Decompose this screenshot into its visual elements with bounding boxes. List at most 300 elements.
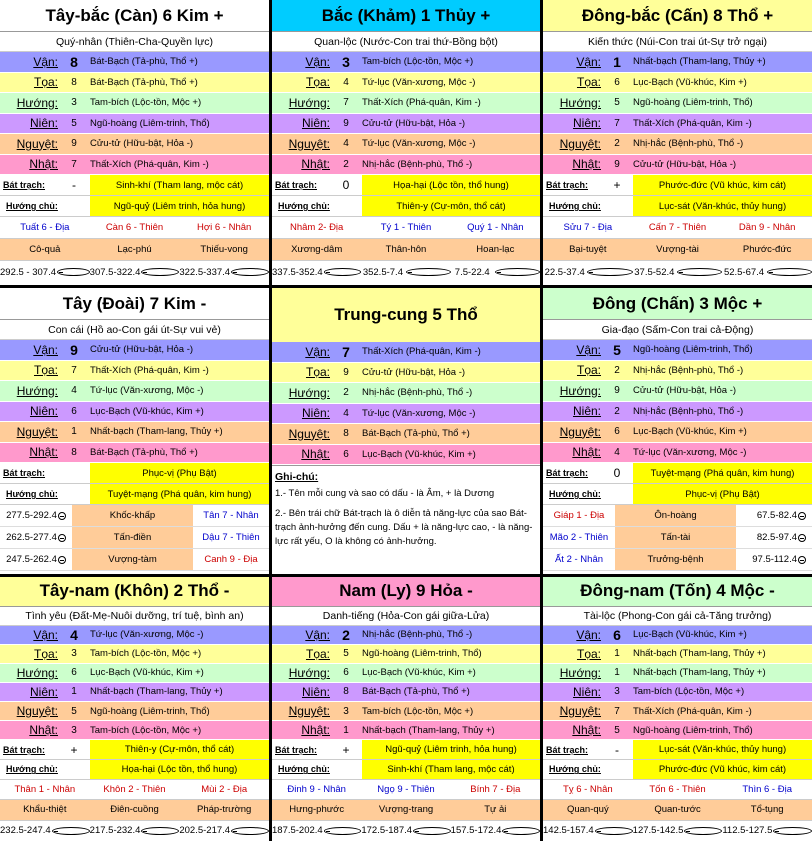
star-row [272, 404, 540, 425]
degree-range: 187.5-202.4 [272, 821, 361, 841]
star-label: Nhật: [29, 157, 58, 172]
star-text: Tam-bích (Lộc-tồn, Mộc +) [90, 97, 202, 109]
star-label: Vận: [305, 54, 330, 69]
palace-sw [0, 577, 269, 841]
star-row [0, 664, 269, 683]
star-label: Hướng: [559, 95, 601, 110]
star-label: Hướng: [288, 665, 330, 680]
star-row [0, 721, 269, 740]
star-text: Lục-Bạch (Vũ-khúc, Kim +) [90, 667, 204, 679]
star-number: 5 [614, 97, 620, 109]
star-text: Bát-Bạch (Tả-phù, Thổ +) [362, 686, 470, 698]
degree-range: 82.5-97.4 [736, 527, 812, 548]
star-row [272, 52, 540, 73]
station-name: Điên-cuồng [110, 804, 159, 816]
star-number: 2 [614, 405, 620, 417]
star-label: Vận: [33, 54, 58, 69]
star-number: 1 [613, 53, 621, 70]
station-name: Quan-quý [566, 804, 609, 816]
direction-table [0, 505, 269, 574]
direction-name: Canh 9 - Địa [204, 554, 258, 565]
star-row [272, 626, 540, 645]
direction-name: Thìn 6 - Địa [742, 783, 792, 795]
direction-row [543, 549, 812, 571]
star-number: 3 [71, 97, 77, 109]
palace-subtitle: Kiến thức (Núi-Con trai út-Sự trở ngại) [543, 32, 812, 52]
bat-trach-value: Tuyệt-mạng (Phá quân, kim hung) [633, 463, 812, 483]
star-label: Nguyệt: [559, 424, 601, 439]
star-label: Tọa: [576, 75, 601, 90]
station-name: Phước-đức [742, 244, 792, 255]
star-number: 5 [71, 705, 77, 717]
star-row [543, 683, 812, 702]
star-text: Cửu-tử (Hữu-bật, Hỏa -) [362, 366, 466, 378]
station-name: Lạc-phú [117, 244, 152, 255]
star-text: Nhị-hắc (Bệnh-phù, Thổ -) [362, 629, 473, 641]
notes-title: Ghi-chú: [275, 471, 319, 483]
star-row [543, 721, 812, 740]
star-text: Cửu-tử (Hữu-bật, Hỏa -) [633, 385, 737, 397]
degree-symbol-icon [52, 827, 90, 835]
degree-range: 202.5-217.4 [179, 821, 269, 841]
star-row [0, 422, 269, 443]
huong-chu-label: Hướng chủ: [549, 489, 601, 499]
degree-symbol-icon [58, 556, 66, 564]
degree-symbol-icon [595, 827, 633, 835]
direction-row [0, 527, 269, 549]
star-row [543, 645, 812, 664]
degree-range: 262.5-277.4 [0, 527, 72, 548]
station-name: Xương-dâm [291, 244, 343, 255]
star-row [543, 52, 812, 73]
star-label: Nguyệt: [16, 136, 58, 151]
star-number: 4 [343, 138, 349, 150]
star-number: 4 [343, 407, 349, 419]
star-number: 7 [71, 364, 77, 376]
star-row [272, 73, 540, 94]
note-2: 2.- Bên trái chữ Bát-trạch là ô diễn tả năng-lực của sao Bát-trạch ảnh-hưởng đến cung. Dấu + là năng-lực cao, - là năng-lực rất yếu, O là không có ảnh-hưởng. [275, 508, 533, 547]
star-text: Bát-Bạch (Tả-phù, Thổ +) [90, 76, 198, 88]
direction-row [543, 505, 812, 527]
palace-title: Tây-bắc (Càn) 6 Kim + [0, 0, 269, 32]
star-text: Nhất-bạch (Tham-lang, Thủy +) [633, 648, 766, 660]
palace-subtitle: Gia-đạo (Sấm-Con trai cả-Động) [543, 320, 812, 340]
star-label: Vận: [576, 54, 601, 69]
palace-subtitle: Tình yêu (Đất-Mẹ-Nuôi dưỡng, trí tuệ, bình an) [0, 607, 269, 626]
star-row [272, 664, 540, 683]
station-row [0, 239, 269, 261]
star-label: Hướng: [288, 385, 330, 400]
star-text: Nhị-hắc (Bệnh-phù, Thổ -) [633, 364, 744, 376]
bat-trach-label: Bát trạch: [546, 180, 589, 190]
direction-name: Mão 2 - Thiên [549, 532, 609, 543]
star-text: Nhị-hắc (Bệnh-phù, Thổ -) [633, 138, 744, 150]
star-row [0, 381, 269, 402]
degree-range: 7.5-22.4 [451, 261, 540, 283]
star-label: Nhật: [301, 723, 330, 738]
notes [272, 465, 540, 574]
star-row [0, 52, 269, 73]
degree-range: 232.5-247.4 [0, 821, 90, 841]
direction-name: Tân 7 - Nhân [203, 510, 259, 521]
star-row [543, 664, 812, 683]
star-row [272, 383, 540, 404]
star-text: Tứ-lục (Văn-xương, Mộc -) [362, 407, 476, 419]
bat-trach-row [543, 175, 812, 196]
degree-row [272, 261, 540, 283]
star-row [272, 155, 540, 176]
palace-nw [0, 0, 269, 285]
direction-name: Nhâm 2- Địa [290, 222, 344, 233]
bat-trach-sign: - [72, 178, 76, 192]
star-number: 2 [614, 364, 620, 376]
huong-chu-value: Lục-sát (Văn-khúc, thủy hung) [633, 196, 812, 216]
star-text: Cửu-tử (Hữu-bật, Hỏa -) [362, 117, 466, 129]
star-label: Tọa: [33, 75, 58, 90]
star-label: Nguyệt: [16, 424, 58, 439]
degree-symbol-icon [58, 534, 66, 542]
station-name: Bại-tuyệt [569, 244, 607, 255]
degree-range: 217.5-232.4 [90, 821, 180, 841]
station-name: Trưởng-bệnh [615, 549, 736, 570]
station-row [543, 800, 812, 821]
station-row [543, 239, 812, 261]
direction-row [0, 217, 269, 239]
direction-name: Hợi 6 - Nhân [197, 222, 252, 233]
star-number: 9 [614, 385, 620, 397]
direction-row [0, 780, 269, 801]
star-number: 3 [71, 724, 77, 736]
bat-trach-row [543, 740, 812, 760]
star-label: Tọa: [305, 75, 330, 90]
star-label: Niên: [301, 684, 330, 699]
station-row [0, 800, 269, 821]
star-row [272, 93, 540, 114]
huong-chu-label: Hướng chủ: [6, 201, 58, 211]
star-row [543, 702, 812, 721]
star-row [543, 134, 812, 155]
bat-trach-sign: 0 [342, 178, 350, 192]
star-text: Bát-Bạch (Tả-phù, Thổ +) [90, 56, 198, 68]
star-number: 7 [342, 343, 350, 360]
star-number: 9 [71, 138, 77, 150]
star-number: 9 [614, 158, 620, 170]
star-row [543, 443, 812, 464]
star-row [0, 443, 269, 464]
star-number: 3 [343, 705, 349, 717]
star-row [0, 402, 269, 423]
bat-trach-value: Phục-vị (Phụ Bật) [90, 463, 269, 483]
star-row [543, 381, 812, 402]
star-text: Nhất-bạch (Tham-lang, Thủy +) [90, 426, 223, 438]
star-label: Vận: [576, 627, 601, 642]
bat-trach-value: Lục-sát (Văn-khúc, thủy hung) [633, 740, 812, 759]
degree-range: 127.5-142.5 [633, 821, 723, 841]
station-name: Vượng-tài [656, 244, 699, 255]
star-label: Tọa: [576, 363, 601, 378]
star-label: Nguyệt: [559, 136, 601, 151]
direction-name: Mùi 2 - Địa [201, 783, 248, 795]
star-number: 6 [71, 405, 77, 417]
palace-e [543, 288, 812, 574]
bat-trach-value: Phước-đức (Vũ khúc, kim cát) [633, 175, 812, 195]
huong-chu-row [272, 760, 540, 780]
star-row [543, 114, 812, 135]
star-number: 6 [343, 667, 349, 679]
palace-title: Đông (Chấn) 3 Mộc + [543, 288, 812, 320]
degree-range: 307.5-322.4 [90, 261, 180, 283]
huong-chu-value: Tuyệt-mạng (Phá quân, kim hung) [90, 484, 269, 504]
star-row [0, 702, 269, 721]
star-text: Lục-Bạch (Vũ-khúc, Kim +) [90, 405, 204, 417]
star-number: 5 [343, 648, 349, 660]
direction-row [0, 505, 269, 527]
star-text: Nhất-bạch (Tham-lang, Thủy +) [362, 724, 495, 736]
huong-chu-row [0, 196, 269, 217]
star-text: Lục-Bạch (Vũ-khúc, Kim +) [633, 629, 747, 641]
direction-name: Thân 1 - Nhân [14, 783, 76, 795]
bat-trach-label: Bát trạch: [546, 744, 589, 755]
station-name: Pháp-trường [197, 804, 252, 816]
palace-title: Nam (Ly) 9 Hỏa - [272, 577, 540, 607]
degree-range: 352.5-7.4 [361, 261, 450, 283]
star-number: 9 [343, 117, 349, 129]
huong-chu-row [272, 196, 540, 217]
star-row [272, 363, 540, 384]
star-number: 6 [614, 76, 620, 88]
star-text: Tứ-lục (Văn-xương, Mộc -) [633, 446, 747, 458]
star-number: 1 [71, 686, 77, 698]
star-number: 8 [71, 446, 77, 458]
star-row [0, 626, 269, 645]
star-number: 4 [614, 446, 620, 458]
star-label: Vận: [305, 344, 330, 359]
star-text: Nhị-hắc (Bệnh-phù, Thổ -) [362, 387, 473, 399]
direction-row [0, 549, 269, 571]
degree-row [0, 821, 269, 841]
star-label: Vận: [33, 342, 58, 357]
station-name: Ôn-hoàng [615, 505, 736, 526]
palace-title: Đông-bắc (Cấn) 8 Thổ + [543, 0, 812, 32]
star-text: Tam-bích (Lộc-tồn, Mộc +) [90, 724, 202, 736]
bat-trach-row [272, 175, 540, 196]
huong-chu-value: Ngũ-quỷ (Liêm trinh, hỏa hung) [90, 196, 269, 216]
degree-range: 97.5-112.4 [736, 549, 812, 570]
star-text: Thất-Xích (Phá-quân, Kim -) [633, 117, 752, 129]
star-label: Vận: [576, 342, 601, 357]
star-row [272, 342, 540, 363]
star-row [0, 361, 269, 382]
palace-title: Đông-nam (Tốn) 4 Mộc - [543, 577, 812, 607]
star-text: Bát-Bạch (Tả-phù, Thổ +) [90, 446, 198, 458]
star-text: Ngũ-hoàng (Liêm-trinh, Thổ) [90, 705, 210, 717]
star-text: Ngũ-hoàng (Liêm-trinh, Thổ) [633, 344, 753, 356]
star-text: Bát-Bạch (Tả-phù, Thổ +) [362, 428, 470, 440]
degree-row [272, 821, 540, 841]
star-label: Nhật: [29, 445, 58, 460]
degree-range: 52.5-67.4 [722, 261, 812, 283]
bat-trach-row [0, 463, 269, 484]
degree-symbol-icon [767, 268, 812, 276]
degree-range: 292.5 - 307.4 [0, 261, 90, 283]
star-text: Nhị-hắc (Bệnh-phù, Thổ -) [362, 158, 473, 170]
star-row [272, 445, 540, 466]
star-row [0, 683, 269, 702]
star-number: 3 [342, 53, 350, 70]
star-label: Tọa: [305, 646, 330, 661]
direction-name: Đinh 9 - Nhân [287, 783, 346, 795]
degree-symbol-icon [324, 268, 362, 276]
direction-name: Ngọ 9 - Thiên [377, 783, 435, 795]
star-text: Tứ-lục (Văn-xương, Mộc -) [90, 385, 204, 397]
star-label: Hướng: [559, 665, 601, 680]
star-row [0, 114, 269, 135]
star-label: Vận: [305, 627, 330, 642]
huong-chu-label: Hướng chủ: [278, 764, 330, 775]
degree-range: 67.5-82.4 [736, 505, 812, 526]
huong-chu-label: Hướng chủ: [549, 201, 601, 211]
star-number: 1 [343, 724, 349, 736]
degree-symbol-icon [495, 268, 540, 276]
star-text: Thất-Xích (Phá-quân, Kim -) [633, 705, 752, 717]
star-number: 7 [614, 705, 620, 717]
star-number: 6 [343, 448, 349, 460]
huong-chu-row [543, 760, 812, 780]
station-row [272, 800, 540, 821]
star-label: Nguyệt: [288, 426, 330, 441]
palace-title: Tây (Đoài) 7 Kim - [0, 288, 269, 320]
direction-name: Tuất 6 - Địa [20, 222, 70, 233]
star-text: Ngũ-hoàng (Liêm-trinh, Thổ) [90, 117, 210, 129]
star-row [272, 114, 540, 135]
star-row [272, 424, 540, 445]
direction-name: Giáp 1 - Địa [553, 510, 605, 521]
palace-subtitle: Quan-lộc (Nước-Con trai thứ-Bồng bột) [272, 32, 540, 52]
note-1: 1.- Tên mỗi cung và sao có dấu - là Âm, + là Dương [275, 488, 495, 499]
star-label: Vận: [33, 627, 58, 642]
bat-trach-label: Bát trạch: [3, 744, 46, 755]
star-text: Nhị-hắc (Bệnh-phù, Thổ -) [633, 405, 744, 417]
station-name: Hoan-lạc [476, 244, 515, 255]
star-row [543, 361, 812, 382]
bat-trach-label: Bát trạch: [275, 744, 318, 755]
star-label: Nhật: [301, 157, 330, 172]
huong-chu-row [543, 484, 812, 505]
huong-chu-value: Phước-đức (Vũ khúc, kim cát) [633, 760, 812, 779]
star-label: Hướng: [288, 95, 330, 110]
star-label: Tọa: [305, 365, 330, 380]
star-row [272, 683, 540, 702]
bat-trach-value: Họa-hại (Lộc tồn, thổ hung) [362, 175, 540, 195]
star-label: Nhật: [29, 723, 58, 738]
star-label: Tọa: [576, 646, 601, 661]
star-label: Niên: [572, 116, 601, 131]
huong-chu-value: Phục-vị (Phụ Bật) [633, 484, 812, 504]
star-text: Nhất-bạch (Tham-lang, Thủy +) [633, 667, 766, 679]
palace-title: Tây-nam (Khôn) 2 Thổ - [0, 577, 269, 607]
star-label: Nguyệt: [16, 704, 58, 719]
degree-row [0, 261, 269, 283]
star-row [0, 134, 269, 155]
palace-s [272, 577, 540, 841]
bat-trach-sign: - [615, 742, 619, 757]
degree-range: 277.5-292.4 [0, 505, 72, 526]
star-text: Thất-Xích (Phá-quân, Kim -) [90, 158, 209, 170]
star-row [543, 340, 812, 361]
star-number: 1 [71, 426, 77, 438]
star-number: 1 [614, 667, 620, 679]
star-text: Nhất-bạch (Tham-lang, Thủy +) [90, 686, 223, 698]
direction-name: Cấn 7 - Thiên [648, 222, 707, 233]
degree-symbol-icon [406, 268, 451, 276]
degree-symbol-icon [413, 827, 451, 835]
star-number: 2 [614, 138, 620, 150]
star-number: 3 [71, 648, 77, 660]
star-label: Nguyệt: [288, 136, 330, 151]
bat-trach-sign: + [613, 178, 621, 192]
bat-trach-sign: + [342, 742, 350, 757]
direction-name: Bính 7 - Địa [470, 783, 521, 795]
bat-trach-value: Sinh-khí (Tham lang, mộc cát) [90, 175, 269, 195]
direction-name: Càn 6 - Thiên [105, 222, 164, 233]
star-text: Lục-Bạch (Vũ-khúc, Kim +) [362, 667, 476, 679]
star-text: Ngũ-hoàng (Liêm-trinh, Thổ) [362, 648, 482, 660]
star-text: Lục-Bạch (Vũ-khúc, Kim +) [633, 76, 747, 88]
star-text: Lục-Bạch (Vũ-khúc, Kim +) [633, 426, 747, 438]
degree-symbol-icon [231, 827, 269, 835]
degree-symbol-icon [773, 827, 812, 835]
degree-symbol-icon [798, 512, 806, 520]
star-label: Niên: [301, 116, 330, 131]
station-name: Hưng-phước [289, 804, 345, 816]
star-text: Thất-Xích (Phá-quân, Kim -) [90, 364, 209, 376]
direction-table [543, 505, 812, 574]
palace-title: Trung-cung 5 Thổ [272, 288, 540, 342]
star-text: Tam-bích (Lộc-tồn, Mộc +) [362, 56, 474, 68]
bat-trach-label: Bát trạch: [546, 468, 589, 478]
degree-range: 112.5-127.5 [722, 821, 812, 841]
degree-symbol-icon [57, 268, 90, 276]
station-name: Tổ-tụng [750, 804, 784, 816]
star-text: Cửu-tử (Hữu-bật, Hỏa -) [633, 158, 737, 170]
star-text: Cửu-tử (Hữu-bật, Hỏa -) [90, 138, 194, 150]
star-text: Ngũ-hoàng (Liêm-trinh, Thổ) [633, 97, 753, 109]
star-row [272, 721, 540, 740]
palace-subtitle: Con cái (Hồ ao-Con gái út-Sự vui vẻ) [0, 320, 269, 340]
star-text: Thất-Xích (Phá-quân, Kim -) [362, 97, 481, 109]
star-number: 5 [613, 341, 621, 358]
star-number: 4 [343, 76, 349, 88]
star-text: Ngũ-hoàng (Liêm-trinh, Thổ) [633, 724, 753, 736]
star-row [543, 402, 812, 423]
star-text: Tứ-lục (Văn-xương, Mộc -) [362, 76, 476, 88]
star-text: Nhất-bạch (Tham-lang, Thủy +) [633, 56, 766, 68]
direction-name: Tốn 6 - Thiên [649, 783, 706, 795]
huong-chu-label: Hướng chủ: [6, 764, 58, 775]
palace-n [272, 0, 540, 285]
star-number: 2 [342, 626, 350, 643]
degree-symbol-icon [587, 268, 632, 276]
star-text: Tứ-lục (Văn-xương, Mộc -) [90, 629, 204, 641]
star-label: Tọa: [33, 646, 58, 661]
huong-chu-row [543, 196, 812, 217]
palace-subtitle: Quý-nhân (Thiên-Cha-Quyền lực) [0, 32, 269, 52]
star-row [0, 73, 269, 94]
star-number: 7 [343, 97, 349, 109]
star-number: 7 [71, 158, 77, 170]
star-text: Tam-bích (Lộc-tồn, Mộc +) [633, 686, 745, 698]
star-number: 4 [71, 385, 77, 397]
